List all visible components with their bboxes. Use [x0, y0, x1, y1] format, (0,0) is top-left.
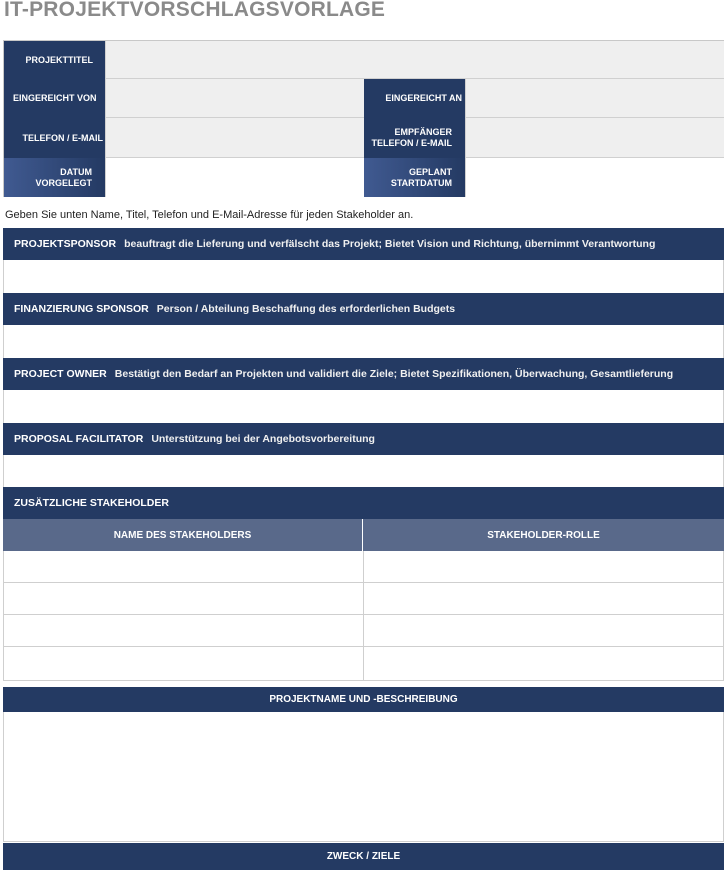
table-row[interactable] [3, 647, 724, 681]
proposal-facilitator-field[interactable] [3, 455, 724, 488]
submitted-to-label: EINGEREICHT AN [364, 79, 465, 118]
submitted-by-label: EINGEREICHT VON [4, 79, 105, 118]
role-description: beauftragt die Lieferung und verfälscht das Projekt; Bietet Vision und Richtung, übernimmt Verantwortung [124, 238, 656, 250]
project-title-field[interactable] [105, 41, 724, 79]
project-description-field[interactable] [3, 712, 724, 842]
cell-divider [363, 615, 364, 646]
phone-email-field[interactable] [105, 118, 364, 158]
stakeholder-role-column-header: STAKEHOLDER-ROLLE [363, 519, 724, 551]
project-sponsor-field[interactable] [3, 260, 724, 293]
additional-stakeholders-header [3, 487, 724, 519]
role-description: Person / Abteilung Beschaffung des erforderlichen Budgets [156, 303, 456, 315]
recipient-label-line2: TELEFON / E-MAIL [371, 138, 452, 148]
cell-divider [363, 647, 364, 680]
project-sponsor-header [3, 228, 724, 260]
recipient-label-line1: EMPFÄNGER [394, 127, 452, 137]
start-label-line1: GEPLANT [408, 166, 452, 177]
page-title: IT-PROJEKTVORSCHLAGSVORLAGE [4, 0, 386, 21]
table-row[interactable] [3, 615, 724, 647]
purpose-goals-header: ZWECK / ZIELE [3, 843, 724, 870]
submitted-by-field[interactable] [105, 79, 364, 118]
role-title: FINANZIERUNG SPONSOR [14, 303, 149, 315]
stakeholder-name-column-header: NAME DES STAKEHOLDERS [3, 519, 362, 551]
date-submitted-label [4, 158, 105, 197]
project-description-header: PROJEKTNAME UND -BESCHREIBUNG [3, 687, 724, 712]
recipient-contact-label [364, 118, 465, 158]
recipient-contact-field[interactable] [465, 118, 724, 158]
funding-sponsor-field[interactable] [3, 325, 724, 358]
submitted-to-field[interactable] [465, 79, 724, 118]
project-info-table [3, 40, 724, 197]
date-label-line2: VORGELEGT [35, 177, 92, 188]
phone-email-label: TELEFON / E-MAIL [4, 118, 105, 158]
project-owner-header [3, 358, 724, 390]
header-divider [362, 519, 363, 551]
proposal-facilitator-header [3, 423, 724, 455]
funding-sponsor-header [3, 293, 724, 325]
cell-divider [363, 551, 364, 582]
role-title: PROJECT OWNER [14, 368, 107, 380]
date-label-line1: DATUM [60, 166, 92, 177]
role-title: PROPOSAL FACILITATOR [14, 433, 144, 445]
cell-divider [363, 583, 364, 614]
instruction-text: Geben Sie unten Name, Titel, Telefon und E-Mail-Adresse für jeden Stakeholder an. [5, 209, 414, 221]
project-owner-field[interactable] [3, 390, 724, 423]
start-label-line2: STARTDATUM [390, 177, 452, 188]
date-submitted-field[interactable] [105, 158, 364, 197]
table-row[interactable] [3, 583, 724, 615]
section-title: ZUSÄTZLICHE STAKEHOLDER [14, 497, 169, 509]
planned-start-field[interactable] [465, 158, 724, 197]
role-title: PROJEKTSPONSOR [14, 238, 117, 250]
role-description: Unterstützung bei der Angebotsvorbereitung [151, 433, 375, 445]
planned-start-label [364, 158, 465, 197]
role-description: Bestätigt den Bedarf an Projekten und validiert die Ziele; Bietet Spezifikationen, Überwachung, Gesamtlieferung [114, 368, 674, 380]
project-title-label: PROJEKTTITEL [4, 41, 105, 79]
table-row[interactable] [3, 551, 724, 583]
